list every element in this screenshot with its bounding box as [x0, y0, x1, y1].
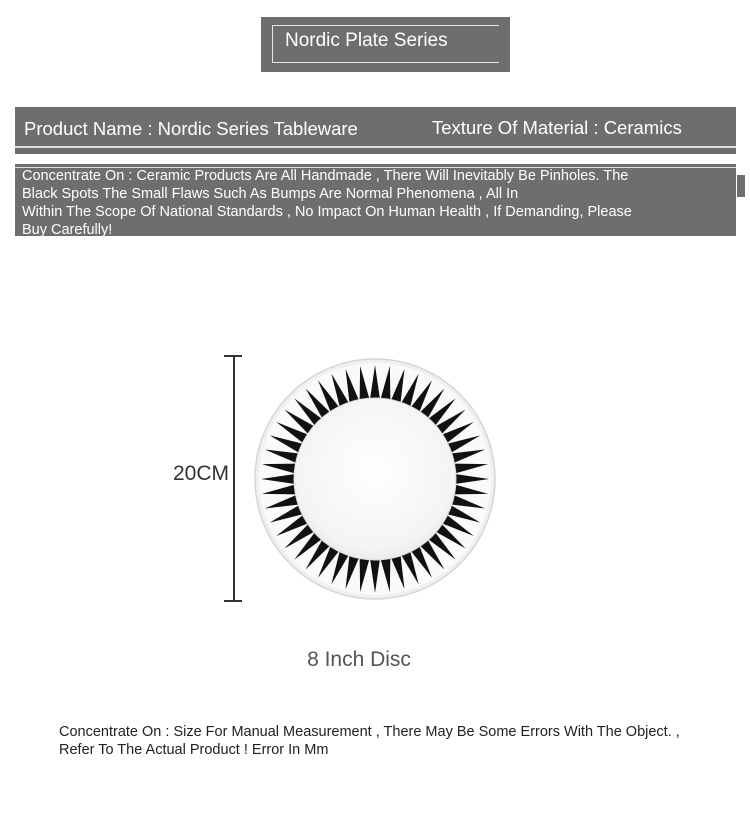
page-title: Nordic Plate Series: [285, 30, 448, 51]
footer-note: Concentrate On : Size For Manual Measurement , There May Be Some Errors With The Object. , Refer To The Actual Product ! Error In Mm: [59, 724, 680, 758]
plate-image: [254, 358, 496, 600]
notice-line-4: Buy Carefully!: [22, 222, 113, 236]
product-info-bar: [15, 107, 736, 154]
title-tab: [507, 27, 510, 59]
notice-bar: [15, 164, 736, 236]
dimension-cap-bottom: [224, 600, 242, 602]
dimension-line: [233, 356, 235, 602]
dimension-cap-top: [224, 355, 242, 357]
plate-center: [294, 398, 456, 560]
notice-line-1: Concentrate On : Ceramic Products Are All Handmade , There Will Inevitably Be Pinholes. The: [22, 168, 629, 184]
notice-line-2: Black Spots The Small Flaws Such As Bumps Are Normal Phenomena , All In: [22, 186, 519, 202]
plate-svg: [254, 358, 496, 600]
notice-line-3: Within The Scope Of National Standards , No Impact On Human Health , If Demanding, Please: [22, 204, 632, 220]
title-banner: [261, 17, 510, 72]
product-material: Texture Of Material : Ceramics: [432, 117, 682, 138]
dimension-label: 20CM: [173, 462, 230, 485]
plate-caption: 8 Inch Disc: [307, 648, 411, 671]
product-bar-underline: [15, 146, 736, 148]
notice-tab: [737, 175, 745, 197]
product-name: Product Name : Nordic Series Tableware: [24, 118, 358, 139]
